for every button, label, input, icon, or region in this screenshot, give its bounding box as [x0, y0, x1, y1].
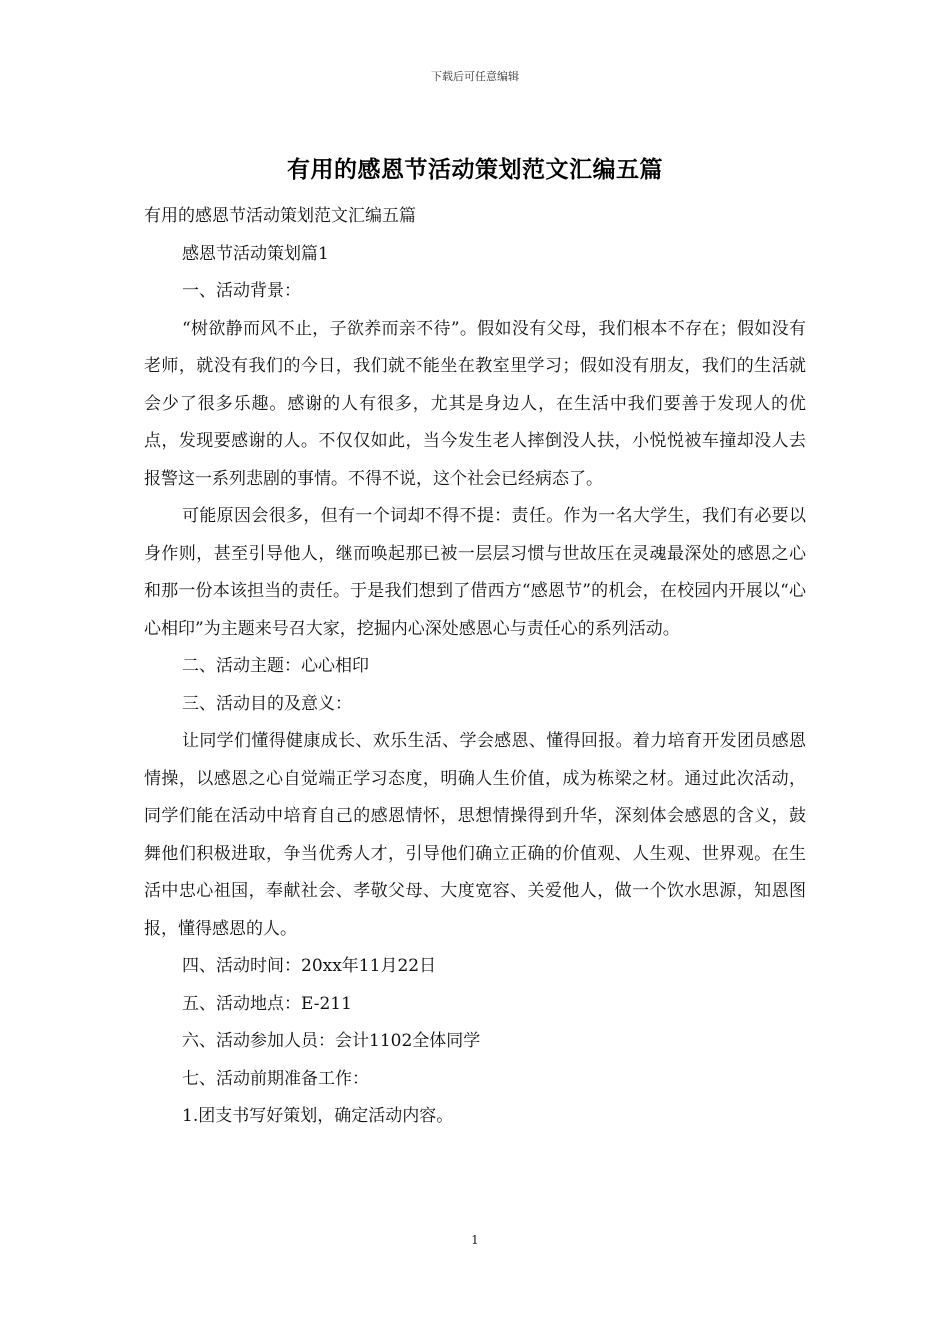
paragraph-background-heading: 一、活动背景： [182, 281, 301, 301]
paragraph-purpose-body: 让同学们懂得健康成长、欢乐生活、学会感恩、懂得回报。着力培育开发团员感恩情操，以感恩之心自觉端正学习态度，明确人生价值，成为栋梁之材。通过此次活动，同学们能在活动中培育自己的感恩情怀，思想情操得到升华，深刻体会感恩的含义，鼓舞他们积极进取，争当优秀人才，引导他们确立正确的价值观、人生观、世界观。在生活中忠心祖国，奉献社会、孝敬父母、大度宽容、关爱他人，做一个饮水思源，知恩图报，懂得感恩的人。 [144, 731, 806, 939]
paragraph-section-heading: 感恩节活动策划篇1 [182, 243, 329, 264]
paragraph-responsibility-body: 可能原因会很多，但有一个词却不得不提：责任。作为一名大学生，我们有必要以身作则，甚至引导他人，继而唤起那已被一层层习惯与世故压在灵魂最深处的感恩之心和那一份本该担当的责任。于是我们想到了借西方“感恩节”的机会，在校园内开展以“心心相印”为主题来号召大家，挖掘内心深处感恩心与责任心的系列活动。 [144, 506, 806, 639]
paragraph-time: 四、活动时间：20xx年11月22日 [182, 956, 437, 976]
paragraph-preparation-item-1: 1.团支书写好策划，确定活动内容。 [182, 1106, 454, 1126]
paragraph-participants: 六、活动参加人员：会计1102全体同学 [182, 1031, 481, 1051]
paragraph-purpose-heading: 三、活动目的及意义： [182, 693, 352, 714]
document-body [144, 198, 806, 1136]
paragraph-background-body: “树欲静而风不止，子欲养而亲不待”。假如没有父母，我们根本不存在；假如没有老师，就没有我们的今日，我们就不能坐在教室里学习；假如没有朋友，我们的生活就会少了很多乐趣。感谢的人有很多，尤其是身边人，在生活中我们要善于发现人的优点，发现要感谢的人。不仅仅如此，当今发生老人摔倒没人扶，小悦悦被车撞却没人去报警这一系列悲剧的事情。不得不说，这个社会已经病态了。 [144, 318, 806, 489]
page-number: 1 [471, 1233, 479, 1247]
document-title: 有用的感恩节活动策划范文汇编五篇 [287, 156, 663, 183]
paragraph-subtitle: 有用的感恩节活动策划范文汇编五篇 [144, 206, 416, 226]
paragraph-location: 五、活动地点：E-211 [182, 993, 352, 1014]
paragraph-theme: 二、活动主题：心心相印 [182, 656, 369, 676]
header-note: 下载后可任意编辑 [431, 70, 519, 83]
paragraph-preparation-heading: 七、活动前期准备工作： [182, 1068, 369, 1089]
